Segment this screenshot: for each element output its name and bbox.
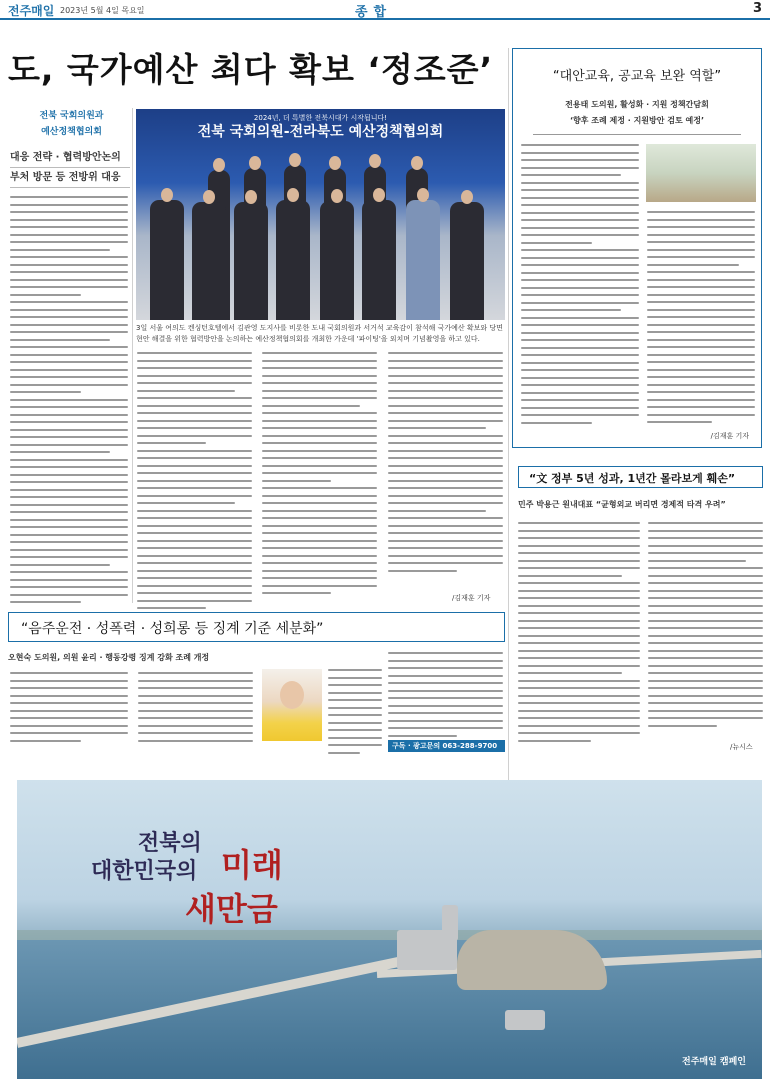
column-divider	[132, 108, 133, 603]
lead-body-column-4	[388, 352, 503, 584]
opinion-body-column-2	[648, 522, 763, 742]
pavilion	[505, 1010, 545, 1030]
subscription-ad-bar: 구독 · 광고문의 063-288-9700	[388, 740, 505, 752]
discipline-body-column-1	[10, 672, 128, 744]
lead-body-column-3	[262, 352, 377, 604]
sidebar-body-column-1	[521, 144, 639, 439]
campaign-line2: 대한민국의	[91, 859, 198, 884]
lead-kicker-line2: 예산정책협의회	[41, 127, 102, 137]
island	[457, 930, 607, 990]
page-number: 3	[752, 1, 762, 16]
person-figure	[234, 202, 268, 320]
person-figure	[362, 200, 396, 320]
sidebar-article	[512, 48, 762, 448]
opinion-body-column-1	[518, 522, 640, 752]
lawmaker-portrait	[262, 669, 322, 741]
sidebar-byline-end: /김재훈 기자	[710, 432, 749, 440]
sidebar-headline[interactable]: “대안교육, 공교육 보완 역할”	[552, 69, 722, 84]
paper-name: 전주매일	[8, 4, 55, 18]
person-figure	[406, 200, 440, 320]
issue-date: 2023년 5월 4일 목요일	[60, 6, 145, 15]
sidebar-body-column-2	[647, 211, 755, 439]
saemangeum-campaign-image	[17, 780, 762, 1079]
lead-headline[interactable]: 도, 국가예산 최다 확보 ‘정조준’	[8, 50, 494, 89]
person-figure	[192, 202, 226, 320]
masthead-bar	[0, 0, 770, 20]
lead-kicker	[14, 108, 129, 140]
person-figure	[276, 200, 310, 320]
discipline-body-column-3	[328, 669, 382, 751]
opinion-headline[interactable]: “文 정부 5년 성과, 1년간 몰라보게 훼손”	[518, 466, 763, 488]
lead-byline: /김재훈 기자	[452, 594, 491, 602]
campaign-line3: 미래	[221, 846, 283, 884]
sidebar-rule	[533, 134, 741, 135]
discipline-body-column-4	[388, 652, 503, 736]
opinion-byline: 민주 박용근 원내대표 “균형외교 버리면 경제적 타격 우려”	[518, 500, 726, 509]
photo-banner-main: 전북 국회의원-전라북도 예산정책협의회	[197, 124, 444, 140]
lead-kicker-line1: 전북 국회의원과	[39, 111, 104, 121]
lead-photo	[136, 109, 505, 320]
lead-body-column-2	[137, 352, 252, 604]
sidebar-subtitle: ‘향후 조례 제정 · 지원방안 검토 예정’	[569, 116, 705, 125]
person-figure	[450, 202, 484, 320]
campaign-line1: 전북의	[138, 831, 202, 856]
lead-body-column-1	[10, 196, 128, 606]
photo-banner-top: 2024년, 더 특별한 전북시대가 시작됩니다!	[253, 114, 388, 122]
section-name: 종합	[355, 5, 393, 20]
opinion-byline-end: /뉴시스	[730, 743, 753, 751]
person-figure	[320, 201, 354, 320]
discipline-byline: 오현숙 도의원, 의원 윤리 · 행동강령 징계 강화 조례 개정	[8, 653, 210, 662]
lead-photo-caption: 3일 서울 여의도 켄싱턴호텔에서 김관영 도지사를 비롯한 도내 국회의원과 서거석 교육감이 참석해 국가예산 확보와 당면 현안 해결을 위한 협력방안을 논의하는 예산정책협의회를 개최한 가운데 '파이팅'을 외치며 기념촬영을 하고 있다.	[136, 324, 503, 343]
discipline-headline[interactable]: “음주운전 · 성폭력 · 성희롱 등 징계 기준 세분화”	[8, 612, 505, 642]
person-figure	[150, 200, 184, 320]
sidebar-photo	[646, 144, 756, 202]
observation-tower	[442, 905, 458, 941]
lead-subhead-line1: 대응 전략 · 협력방안논의	[10, 148, 130, 168]
campaign-line4: 새만금	[185, 890, 278, 928]
campaign-signature: 전주매일 캠페인	[682, 1057, 746, 1067]
discipline-body-column-2	[138, 672, 253, 744]
lead-subhead	[10, 148, 130, 188]
sidebar-byline: 전용태 도의원, 활성화 · 지원 정책간담회	[565, 100, 709, 109]
lead-subhead-line2: 부처 방문 등 전방위 대응	[10, 168, 130, 188]
